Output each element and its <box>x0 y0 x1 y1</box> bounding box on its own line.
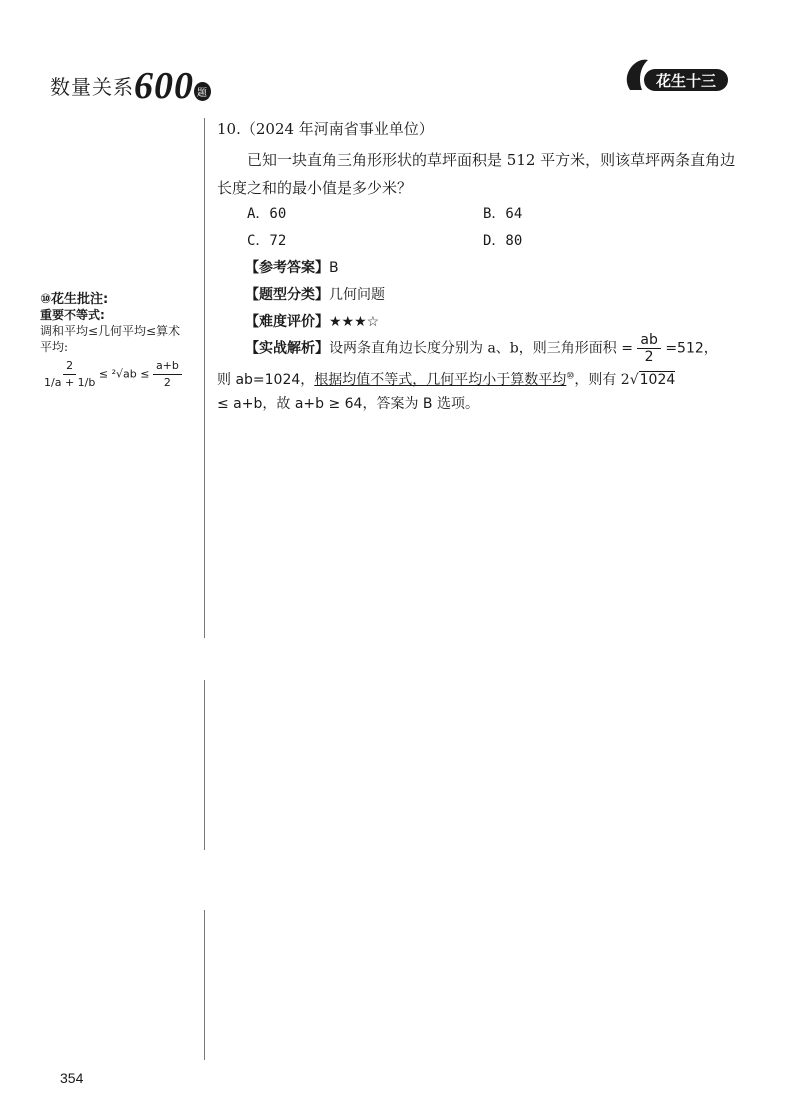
question-source: 10.（2024 年河南省事业单位） <box>217 120 434 138</box>
series-title: 数量关系600 题 <box>50 60 211 104</box>
harmonic-mean: $\frac{2}{1/a + 1/b}$ <box>44 359 96 389</box>
sidebar-note-line: 平均: <box>40 340 69 354</box>
footnote-marker: ⑩ <box>566 371 575 382</box>
peanut-logo <box>620 55 730 95</box>
geometric-mean: ²√ab <box>111 367 137 381</box>
option-a: A．60 <box>247 206 287 222</box>
page-number: 354 <box>60 1070 84 1086</box>
series-suffix: 题 <box>194 82 211 101</box>
option-c: C．72 <box>247 233 287 249</box>
difficulty-line: 【难度评价】★★★☆ <box>245 314 380 330</box>
answer-value: B <box>329 260 339 276</box>
logo-text: 花生十三 <box>655 72 717 90</box>
sqrt-value: 1024 <box>639 372 676 388</box>
question-stem: 已知一块直角三角形形状的草坪面积是 512 平方米，则该草坪两条直角边长度之和的最小值是多少米？ <box>217 151 736 197</box>
mean-inequality-formula: $\frac{2}{1/a + 1/b}$ ≤ ²√ab ≤ $\frac{a+b}{2}$ <box>44 358 182 391</box>
inequality-underline: 根据均值不等式，几何平均小于算数平均 <box>314 372 567 388</box>
category-line: 【题型分类】几何问题 <box>245 287 385 303</box>
category-value: 几何问题 <box>329 287 385 303</box>
difficulty-stars: ★★★☆ <box>329 314 380 330</box>
area-fraction: $\frac{ab}{2}$ <box>637 332 660 365</box>
column-divider <box>204 118 205 638</box>
analysis-line1: 【实战解析】设两条直角边长度分别为 a、b，则三角形面积 = $\frac{ab}{2}$ =512， <box>245 332 718 365</box>
series-number: 600 <box>134 65 194 107</box>
column-divider <box>204 910 205 1060</box>
sidebar-note-heading: 重要不等式: <box>40 308 105 322</box>
arithmetic-mean: $\frac{a+b}{2}$ <box>153 358 182 391</box>
analysis-line2: 则 ab=1024，根据均值不等式，几何平均小于算数平均⑩，则有 2√1024 <box>217 371 676 388</box>
option-d: D．80 <box>483 233 523 249</box>
answer-line: 【参考答案】B <box>245 260 339 276</box>
column-divider <box>204 680 205 850</box>
sqrt-symbol: √ <box>629 372 639 388</box>
option-b: B．64 <box>483 206 523 222</box>
sidebar-note-line: 调和平均≤几何平均≤算术 <box>40 324 181 338</box>
analysis-line3: ≤ a+b，故 a+b ≥ 64，答案为 B 选项。 <box>217 396 479 412</box>
sidebar-note-title: ⑩花生批注: <box>40 292 109 307</box>
